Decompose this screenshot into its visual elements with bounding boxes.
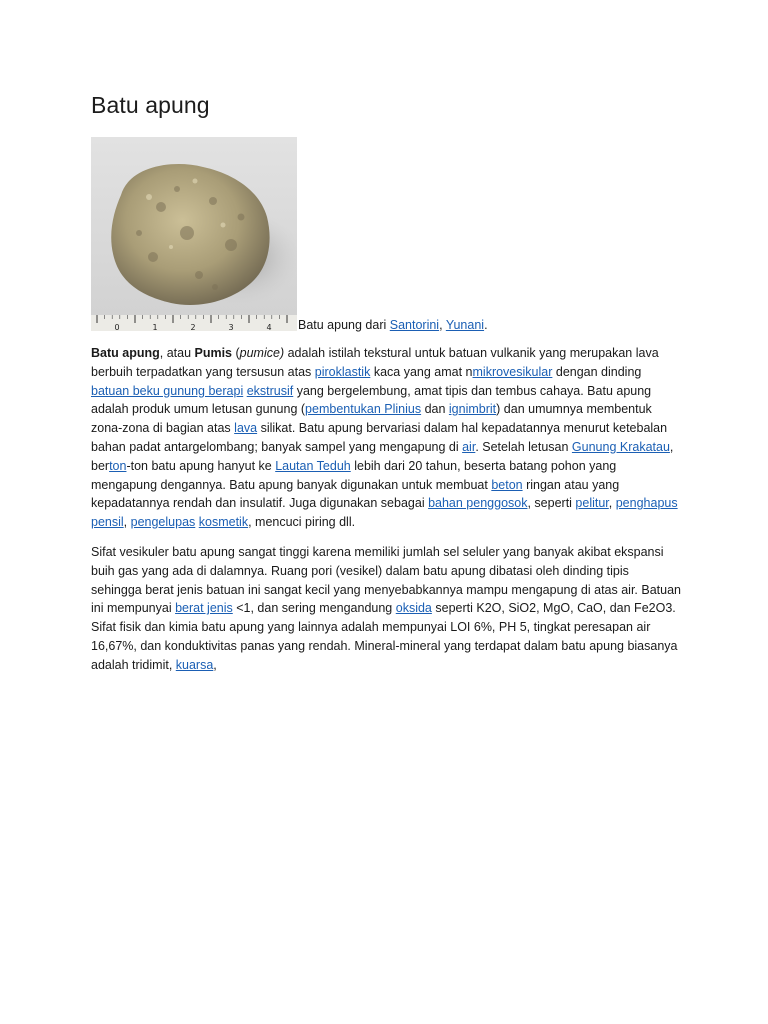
text-run: Sifat vesikuler batu apung sangat tinggi karena memiliki jumlah sel seluler yang banyak akibat ekspansi buih gas yang ada di dalamnya. Ruang pori (vesikel) dalam batu apung dibatasi oleh dinding tipis sehingga berat jenis batuan ini sangat kecil yang menyebabkannya mampu mengapung di atas air. Batuan ini mempunyai bbox=[91, 545, 681, 616]
paragraph-intro bbox=[91, 344, 683, 532]
caption-period: . bbox=[484, 318, 488, 332]
inline-link[interactable]: ekstrusif bbox=[246, 383, 294, 398]
inline-link[interactable]: air bbox=[462, 439, 476, 454]
text-run: dan bbox=[421, 402, 449, 417]
bold-term: Pumis bbox=[194, 346, 233, 360]
text-run: lebih dari 20 tahun, beserta batang pohon yang mengapung dengannya. Batu apung banyak digunakan untuk membuat bbox=[91, 458, 617, 492]
inline-link[interactable]: Lautan Teduh bbox=[275, 458, 351, 473]
text-run: ) dan umumnya membentuk zona-zona di bagian atas bbox=[91, 402, 652, 436]
bold-term: Batu apung bbox=[91, 346, 160, 360]
ruler-label: 2 bbox=[190, 323, 196, 331]
inline-link[interactable]: kuarsa bbox=[175, 657, 214, 672]
paragraph-properties bbox=[91, 543, 683, 675]
ruler-label: 0 bbox=[114, 323, 120, 331]
text-run: adalah istilah tekstural untuk batuan vulkanik yang merupakan lava berbuih terpadatkan yang tersusun atas bbox=[91, 346, 659, 379]
inline-link[interactable]: ton bbox=[109, 458, 127, 473]
text-run: , ber bbox=[91, 439, 674, 473]
text-run: , bbox=[608, 496, 616, 511]
text-run: , bbox=[123, 515, 131, 530]
inline-link[interactable]: oksida bbox=[395, 601, 432, 616]
ruler-label: 1 bbox=[152, 323, 158, 331]
text-run: seperti K2O, SiO2, MgO, CaO, dan Fe2O3. Sifat fisik dan kimia batu apung yang lainnya adalah mempunyai LOI 6%, PH 5, tingkat peresapan air 16,67%, dan konduktivitas panas yang rendah. Mineral-mineral yang terdapat dalam batu apung biasanya adalah tridimit, bbox=[91, 601, 678, 672]
text-run: , atau bbox=[159, 346, 195, 360]
inline-link[interactable]: batuan beku gunung berapi bbox=[91, 383, 244, 398]
text-run: <1, dan sering mengandung bbox=[232, 601, 396, 616]
photo-caption bbox=[298, 317, 488, 333]
ruler-label: 3 bbox=[228, 323, 234, 331]
text-run: ringan atau yang kepadatannya rendah dan insulatif. Juga digunakan sebagai bbox=[91, 477, 620, 511]
text-run: -ton batu apung hanyut ke bbox=[126, 458, 276, 473]
inline-link[interactable]: pensil bbox=[91, 515, 124, 530]
text-run: kaca yang amat n bbox=[370, 364, 473, 379]
text-run: , bbox=[213, 657, 217, 672]
text-run: , seperti bbox=[527, 496, 576, 511]
text-run: . Setelah letusan bbox=[475, 439, 572, 454]
inline-link[interactable]: pembentukan Plinius bbox=[305, 402, 422, 417]
inline-link[interactable]: penghapus bbox=[615, 496, 678, 511]
ruler-label: 4 bbox=[266, 323, 272, 331]
caption-text: Batu apung dari bbox=[298, 318, 390, 332]
inline-link[interactable]: lava bbox=[234, 421, 258, 436]
link-yunani[interactable]: Yunani bbox=[445, 318, 485, 332]
inline-link[interactable]: ignimbrit bbox=[448, 402, 497, 417]
inline-link[interactable]: Gunung Krakatau bbox=[571, 439, 670, 454]
text-run: ( bbox=[232, 346, 240, 360]
inline-link[interactable]: mikrovesikular bbox=[472, 364, 553, 379]
text-run: , mencuci piring dll. bbox=[248, 515, 356, 530]
inline-link[interactable]: berat jenis bbox=[175, 601, 233, 616]
page-title: Batu apung bbox=[91, 92, 210, 118]
caption-separator: , bbox=[439, 318, 446, 332]
pumice-photo bbox=[91, 137, 297, 331]
figure bbox=[91, 137, 691, 333]
text-run: dengan dinding bbox=[552, 364, 642, 379]
italic-term: pumice) bbox=[239, 346, 285, 360]
text-run: yang bergelembung, amat tipis dan tembus cahaya. Batu apung adalah produk umum letusan gunung ( bbox=[91, 383, 652, 417]
inline-link[interactable]: kosmetik bbox=[198, 515, 249, 530]
inline-link[interactable]: piroklastik bbox=[314, 364, 371, 379]
link-santorini[interactable]: Santorini bbox=[389, 318, 440, 332]
inline-link[interactable]: pengelupas bbox=[130, 515, 196, 530]
inline-link[interactable]: bahan penggosok bbox=[428, 496, 528, 511]
text-run: silikat. Batu apung bervariasi dalam hal kepadatannya menurut ketebalan bahan padat antargelombang; banyak sampel yang mengapung di bbox=[91, 421, 668, 454]
inline-link[interactable]: pelitur bbox=[575, 496, 609, 511]
inline-link[interactable]: beton bbox=[491, 477, 523, 492]
